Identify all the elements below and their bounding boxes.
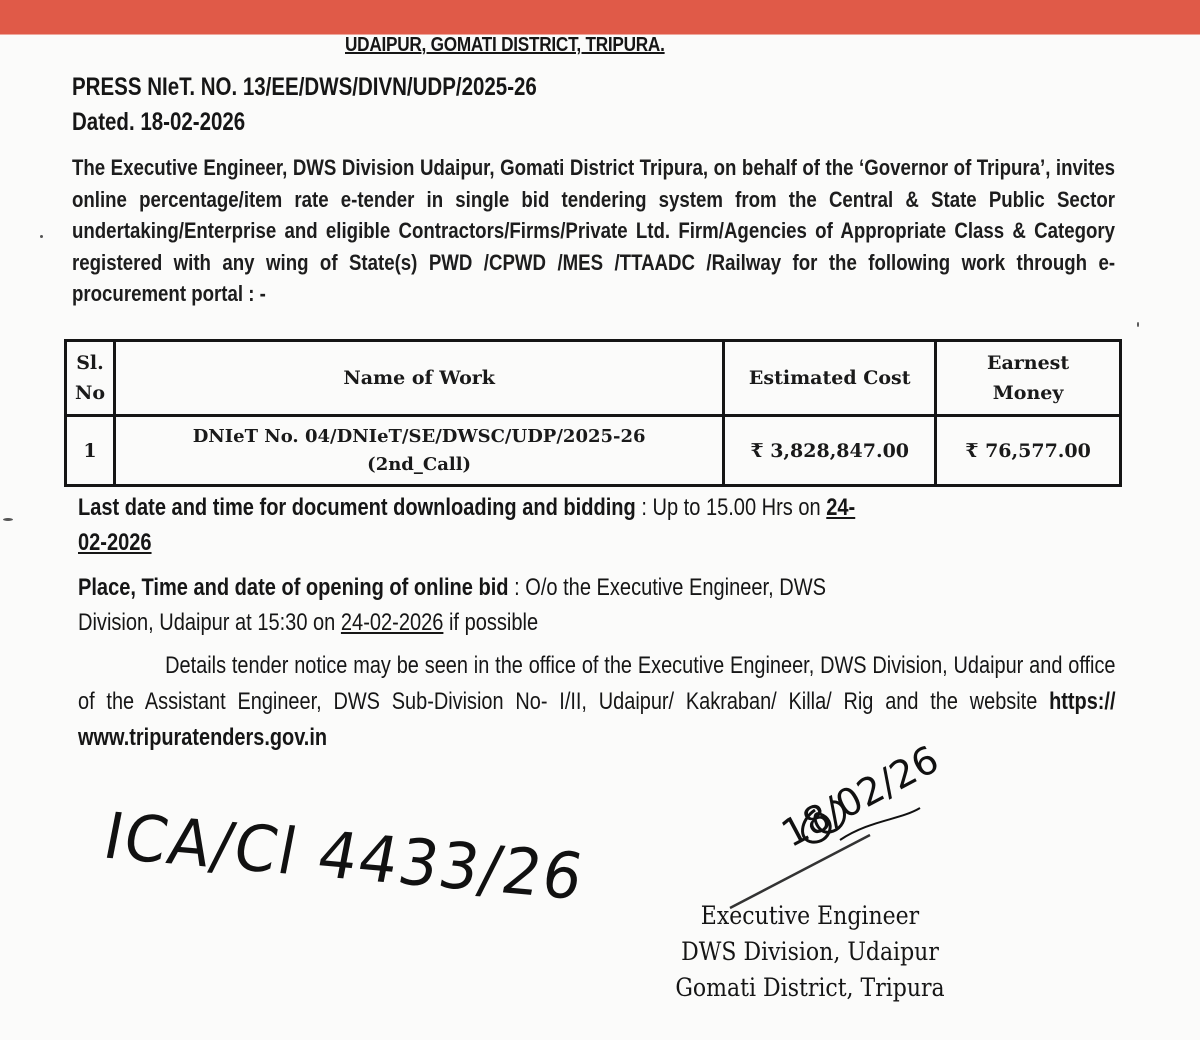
table-row: [66, 416, 1121, 486]
office-location-heading: UDAIPUR, GOMATI DISTRICT, TRIPURA.: [345, 34, 665, 55]
signature-date: 18/02/26: [774, 737, 946, 856]
handwritten-reference-number: ICA/Cl 4433/26: [97, 800, 591, 915]
last-date-label: Last date and time for document downloading and bidding: [78, 494, 636, 521]
opening-value-prefix: Division, Udaipur at 15:30 on: [78, 609, 341, 636]
opening-value-suffix: if possible: [443, 609, 539, 636]
header-name-of-work: Name of Work: [114, 341, 723, 416]
tender-website-link[interactable]: https:// www.tripuratenders.gov.in: [78, 688, 1116, 751]
intro-paragraph: The Executive Engineer, DWS Division Udaipur, Gomati District Tripura, on behalf of the ‘Governor of Tripura’, invites online percentage/item rate e-tender in single bid tendering system from the Central & State Public Sector undertaking/Enterprise and eligible Contractors/Firms/Private Ltd. Firm/Agencies of Appropriate Class & Category registered with any wing of State(s) PWD /CPWD /MES /TTAADC /Railway for the following work through e-procurement portal : -: [72, 155, 1116, 306]
last-date-line-2: [78, 525, 152, 560]
signatory-division: DWS Division, Udaipur: [681, 937, 939, 966]
last-date-date-part1: 24-: [826, 494, 856, 521]
details-paragraph: [78, 648, 1116, 756]
signatory-district: Gomati District, Tripura: [675, 973, 945, 1002]
header-sl-no-line1: Sl.: [76, 352, 104, 374]
signatory-block: [660, 898, 959, 1006]
opening-value-line1: : O/o the Executive Engineer, DWS: [508, 574, 826, 601]
work-reference: DNIeT No. 04/DNIeT/SE/DWSC/UDP/2025-26: [192, 425, 646, 447]
opening-line: [78, 570, 826, 605]
press-notice-number: PRESS NIeT. NO. 13/EE/DWS/DIVN/UDP/2025-26: [72, 73, 537, 101]
table-header-row: [66, 341, 1121, 416]
last-date-date-part2: 02-2026: [78, 529, 152, 556]
last-date-line: [78, 490, 855, 525]
header-earnest-line1: Earnest: [986, 352, 1070, 374]
work-call: (2nd_Call): [367, 453, 472, 475]
scan-speck: [40, 235, 43, 238]
header-estimated-cost: Estimated Cost: [724, 341, 936, 416]
opening-label: Place, Time and date of opening of online bid: [78, 574, 509, 601]
cell-name-of-work: [114, 416, 723, 486]
scan-speck: [1137, 322, 1139, 327]
scan-speck: [3, 518, 13, 521]
last-date-value: : Up to 15.00 Hrs on: [635, 494, 827, 521]
signatory-title: Executive Engineer: [700, 901, 920, 930]
details-text: Details tender notice may be seen in the office of the Executive Engineer, DWS Division, Udaipur and office of the Assistant Engineer, DWS Sub-Division No- I/II, Udaipur/ Kakraban/ Killa/ Rig and the website: [78, 652, 1116, 715]
tender-table: [64, 339, 1122, 487]
opening-date: 24-02-2026: [340, 609, 444, 636]
cell-estimated-cost: ₹ 3,828,847.00: [724, 416, 936, 486]
notice-date: Dated. 18-02-2026: [72, 108, 246, 136]
header-earnest-line2: Money: [992, 382, 1064, 404]
header-sl-no: [66, 341, 115, 416]
cell-sl-no: 1: [66, 416, 115, 486]
header-sl-no-line2: No: [74, 382, 105, 404]
cell-earnest-money: ₹ 76,577.00: [936, 416, 1121, 486]
header-earnest-money: [936, 341, 1121, 416]
opening-line-2: [78, 605, 538, 640]
